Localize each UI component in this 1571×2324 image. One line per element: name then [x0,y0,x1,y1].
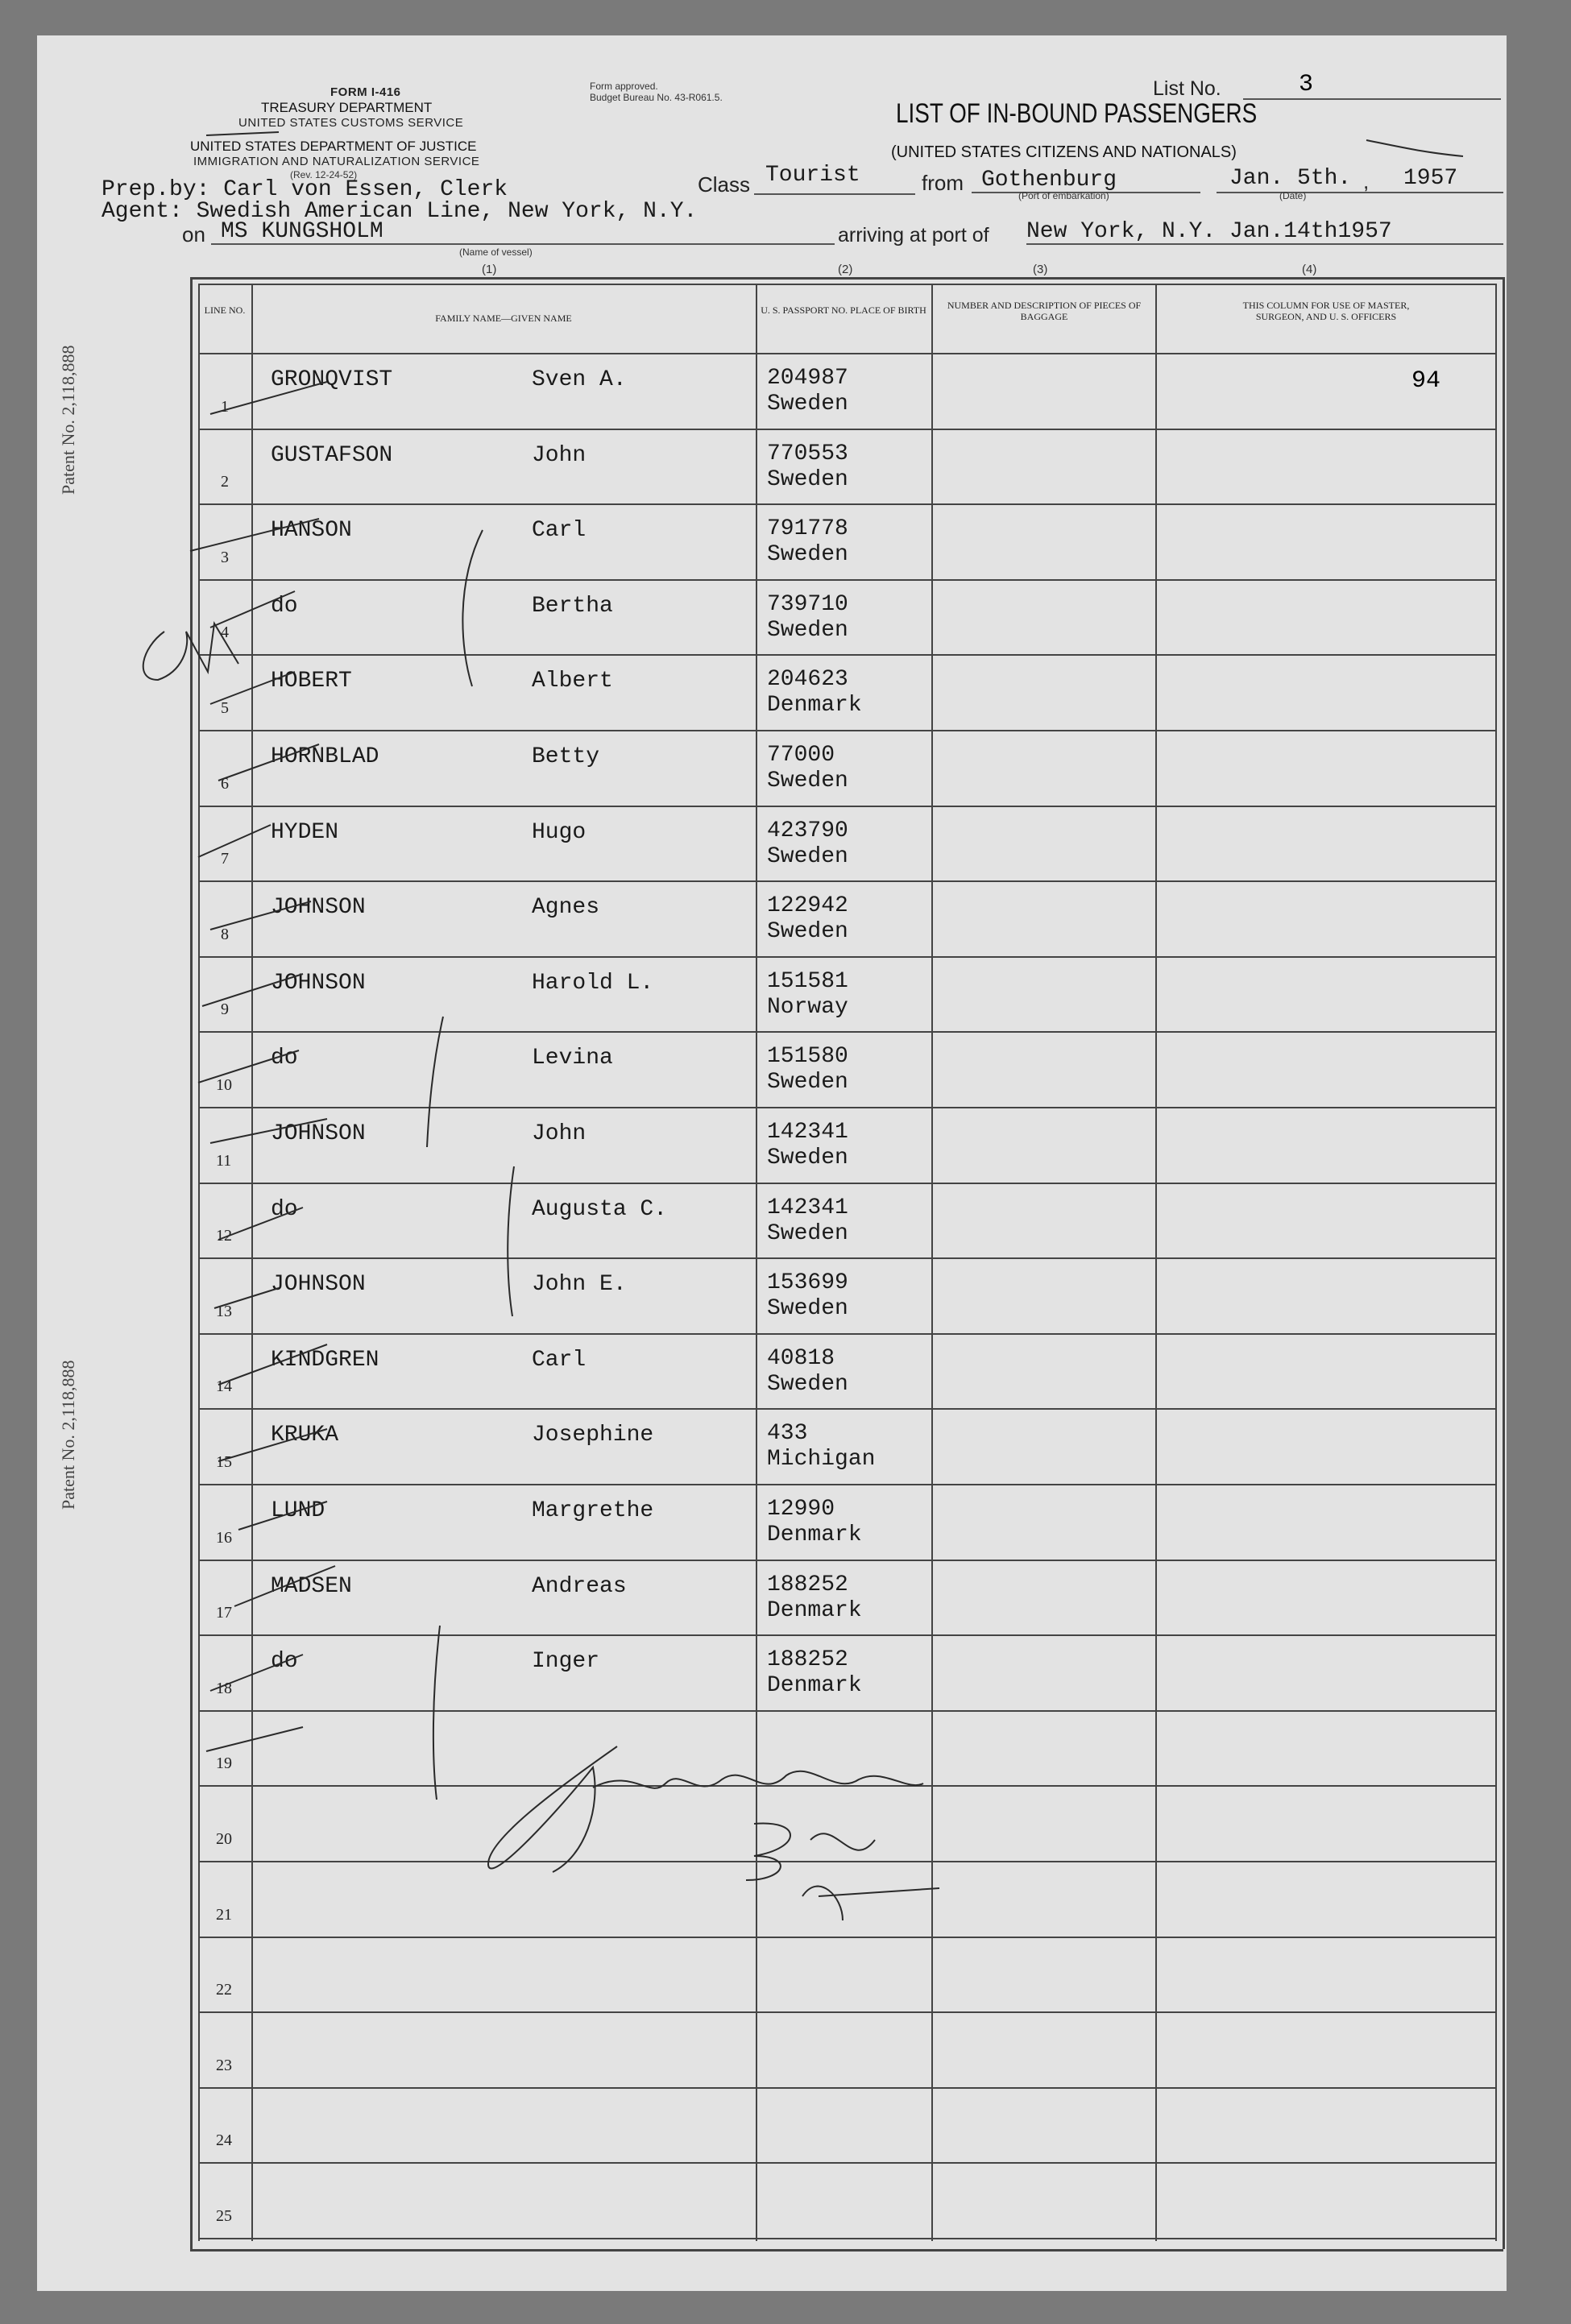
given-name: Carl [532,518,587,544]
list-no-value: 3 [1299,71,1314,98]
family-name: do [271,1046,298,1071]
passport-number: 151580 [767,1044,848,1070]
budget-bureau: Budget Bureau No. 43-R061.5. [590,92,723,103]
col-num-4: (4) [1302,263,1317,276]
line-number: 6 [221,774,229,793]
given-name: Betty [532,744,600,769]
line-number: 25 [216,2207,232,2225]
place-of-birth: Denmark [767,1673,862,1699]
family-name: HANSON [271,518,352,544]
passport-number: 739710 [767,591,848,617]
form-subtitle: (UNITED STATES CITIZENS AND NATIONALS) [891,143,1237,161]
place-of-birth: Sweden [767,1070,848,1096]
passport-number: 153699 [767,1270,848,1296]
col-baggage: NUMBER AND DESCRIPTION OF PIECES OF BAGGAGE [947,300,1142,322]
margin-stamp-top: Patent No. 2,118,888 [58,345,78,495]
line-number: 4 [221,623,229,642]
customs-service: UNITED STATES CUSTOMS SERVICE [238,116,464,130]
line-number: 5 [221,699,229,717]
passport-number: 142341 [767,1120,848,1145]
given-name: Margrethe [532,1498,654,1523]
departure-date: Jan. 5th. [1229,166,1352,191]
family-name: JOHNSON [271,970,366,996]
place-of-birth: Sweden [767,542,848,568]
line-number: 20 [216,1830,232,1848]
given-name: Inger [532,1649,600,1675]
arriving-label: arriving at port of [838,224,989,246]
family-name: do [271,1196,298,1222]
col-num-2: (2) [838,263,853,276]
place-of-birth: Denmark [767,1597,862,1623]
col-num-1: (1) [482,263,497,276]
passport-number: 142341 [767,1195,848,1220]
line-number: 19 [216,1754,232,1773]
given-name: Sven A. [532,367,627,392]
from-value: Gothenburg [981,168,1117,193]
family-name: MADSEN [271,1573,352,1599]
place-of-birth: Sweden [767,1145,848,1170]
line-number: 16 [216,1528,232,1547]
place-of-birth: Denmark [767,693,862,719]
list-no-label: List No. [1153,77,1221,100]
line-number: 1 [221,397,229,416]
family-name: HORNBLAD [271,744,379,769]
line-number: 23 [216,2056,232,2074]
family-name: JOHNSON [271,1121,366,1146]
passport-number: 433 [767,1421,808,1447]
given-name: John [532,442,587,468]
given-name: John E. [532,1272,627,1298]
place-of-birth: Sweden [767,617,848,643]
form-number: FORM I-416 [330,85,401,99]
form-title: LIST OF IN-BOUND PASSENGERS [896,98,1258,129]
line-number: 7 [221,850,229,868]
handwritten-marks [37,35,1507,2291]
line-number: 17 [216,1604,232,1622]
place-of-birth: Sweden [767,768,848,793]
passport-number: 77000 [767,743,835,768]
line-number: 22 [216,1981,232,1999]
line-number: 21 [216,1905,232,1924]
place-of-birth: Sweden [767,1296,848,1322]
given-name: Levina [532,1046,613,1071]
family-name: LUND [271,1498,325,1523]
justice-dept: UNITED STATES DEPARTMENT OF JUSTICE [190,139,477,154]
passport-number: 204623 [767,667,848,693]
passport-number: 12990 [767,1497,835,1522]
line-number: 2 [221,473,229,491]
on-label: on [182,222,205,246]
line-number: 15 [216,1453,232,1471]
place-of-birth: Michigan [767,1447,876,1473]
line-number: 12 [216,1227,232,1245]
passport-number: 188252 [767,1572,848,1597]
family-name: GRONQVIST [271,367,393,392]
form-approved: Form approved. [590,81,658,92]
family-name: HYDEN [271,819,339,845]
col-name: FAMILY NAME—GIVEN NAME [435,313,572,324]
line-number: 11 [216,1151,232,1170]
given-name: Agnes [532,895,600,921]
passport-number: 770553 [767,441,848,466]
passport-number: 791778 [767,516,848,542]
given-name: Augusta C. [532,1196,668,1222]
line-number: 24 [216,2131,232,2150]
form-sheet [37,35,1507,2291]
line-number: 13 [216,1302,232,1320]
place-of-birth: Denmark [767,1522,862,1547]
line-number: 10 [216,1076,232,1094]
place-of-birth: Sweden [767,1371,848,1397]
passport-number: 122942 [767,893,848,919]
given-name: Hugo [532,819,587,845]
ins-service: IMMIGRATION AND NATURALIZATION SERVICE [193,155,480,168]
class-label: Class [698,172,751,197]
family-name: HOBERT [271,669,352,694]
line-number: 14 [216,1377,232,1396]
port-embark-caption: (Port of embarkation) [1018,190,1109,201]
arrival-port-date: New York, N.Y. Jan.14th1957 [1026,219,1392,244]
family-name: KRUKA [271,1423,339,1448]
place-of-birth: Sweden [767,919,848,945]
family-name: do [271,1649,298,1675]
given-name: Bertha [532,593,613,619]
agent: Agent: Swedish American Line, New York, N.Y. [102,199,698,224]
line-number: 3 [221,548,229,566]
officer-note: 94 [1411,367,1441,395]
line-number: 18 [216,1679,232,1697]
place-of-birth: Norway [767,994,848,1020]
prepared-by: Prep.by: Carl von Essen, Clerk [102,177,508,202]
treasury-dept: TREASURY DEPARTMENT [261,100,433,115]
given-name: Albert [532,669,613,694]
family-name: JOHNSON [271,895,366,921]
given-name: Andreas [532,1573,627,1599]
place-of-birth: Sweden [767,1220,848,1246]
place-of-birth: Sweden [767,466,848,492]
given-name: Carl [532,1347,587,1373]
passport-number: 188252 [767,1647,848,1673]
revision: (Rev. 12-24-52) [290,169,358,180]
passport-number: 40818 [767,1345,835,1371]
passport-number: 423790 [767,818,848,843]
line-number: 8 [221,925,229,943]
class-value: Tourist [765,163,860,188]
col-passport: U. S. PASSPORT NO. PLACE OF BIRTH [761,304,926,316]
given-name: Josephine [532,1423,654,1448]
from-label: from [922,171,964,195]
place-of-birth: Sweden [767,391,848,416]
family-name: do [271,593,298,619]
passport-number: 151581 [767,968,848,994]
col-officers: THIS COLUMN FOR USE OF MASTER, SURGEON, AND U. S. OFFICERS [1242,300,1410,322]
departure-year: 1957 [1403,166,1458,191]
family-name: GUSTAFSON [271,442,393,468]
passport-number: 204987 [767,366,848,391]
vessel-caption: (Name of vessel) [459,246,533,258]
col-num-3: (3) [1033,263,1048,276]
col-line-no: LINE NO. [204,304,246,316]
date-caption: (Date) [1279,190,1307,201]
year-separator: , [1363,169,1370,193]
family-name: KINDGREN [271,1347,379,1373]
place-of-birth: Sweden [767,843,848,869]
given-name: John [532,1121,587,1146]
family-name: JOHNSON [271,1272,366,1298]
margin-stamp-bottom: Patent No. 2,118,888 [58,1360,78,1510]
line-number: 9 [221,1000,229,1019]
vessel-name: MS KUNGSHOLM [221,219,383,244]
given-name: Harold L. [532,970,654,996]
